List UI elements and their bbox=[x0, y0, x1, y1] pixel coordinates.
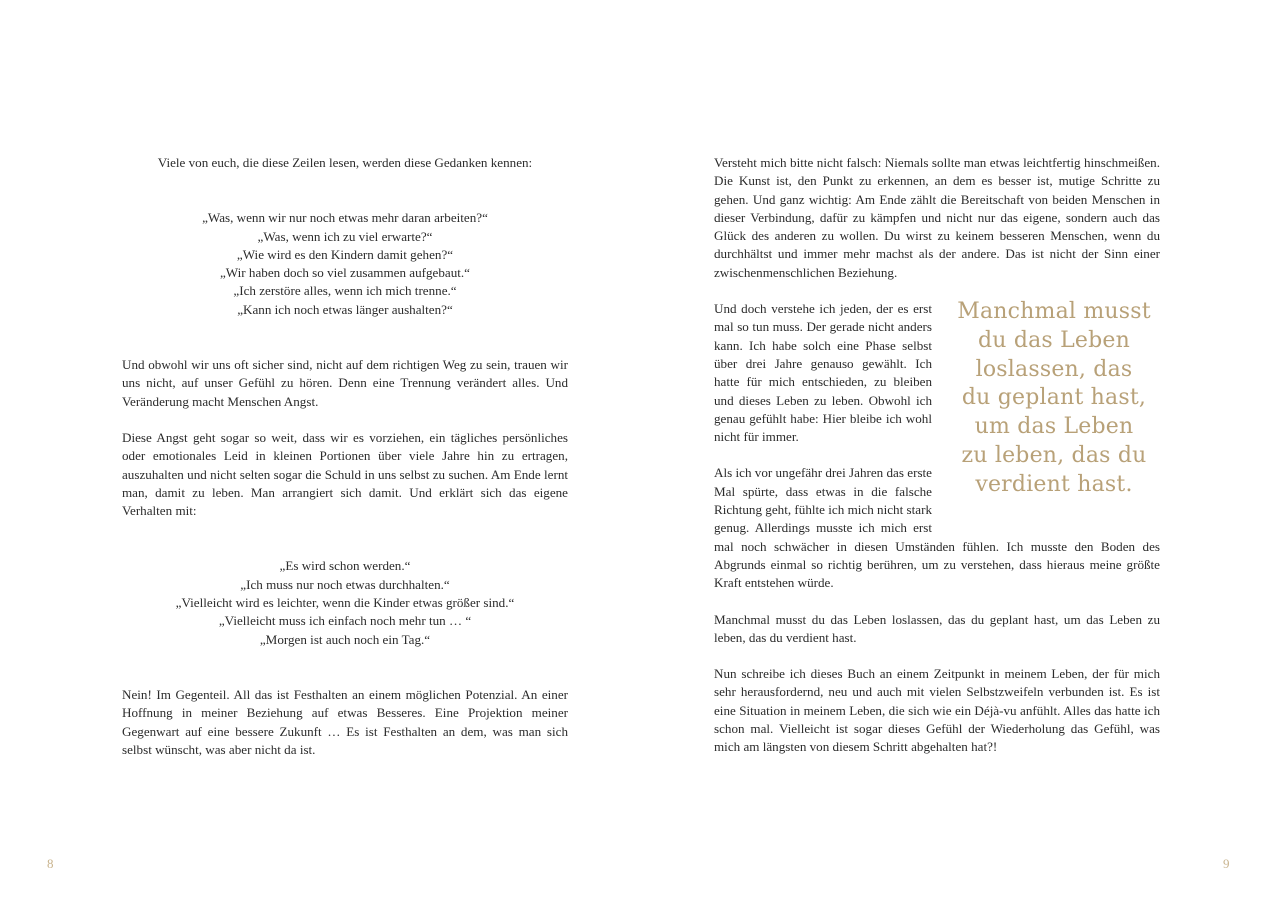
page-number: 8 bbox=[47, 856, 54, 871]
page-number: 9 bbox=[1223, 856, 1230, 871]
paragraph: Nein! Im Gegenteil. All das ist Festhalten an einem möglichen Potenzial. An einer Hoffnung in meiner Beziehung auf etwas Besseres. Eine Projektion meiner Gegenwart auf eine bessere Zukunft … Es ist Festhalten an dem, was man sich selbst wünscht, was aber nicht da ist. bbox=[122, 686, 568, 757]
quote-line: „Kann ich noch etwas länger aushalten?“ bbox=[237, 301, 453, 317]
paragraph: Manchmal musst du das Leben loslassen, das du geplant hast, um das Leben zu leben, das du verdient hast. bbox=[714, 611, 1160, 645]
quote-line: „Was, wenn ich zu viel erwarte?“ bbox=[257, 228, 433, 244]
right-page bbox=[640, 0, 1280, 910]
quote-line: „Wir haben doch so viel zusammen aufgebaut.“ bbox=[220, 265, 470, 281]
left-text-column bbox=[122, 154, 568, 759]
pull-quote-line: du geplant hast, bbox=[961, 385, 1147, 411]
quote-line: „Es wird schon werden.“ bbox=[279, 558, 411, 574]
quote-line: „Ich muss nur noch etwas durchhalten.“ bbox=[240, 576, 450, 592]
quote-line: „Wie wird es den Kindern damit gehen?“ bbox=[236, 246, 454, 262]
quote-line: „Vielleicht muss ich einfach noch mehr tun … “ bbox=[218, 613, 472, 629]
pull-quote-line: du das Leben bbox=[977, 327, 1131, 353]
paragraph: Versteht mich bitte nicht falsch: Niemals sollte man etwas leichtfertig hinschmeißen. Die Kunst ist, den Punkt zu erkennen, an dem es besser ist, mutige Schritte zu gehen. Und ganz wichtig: Am Ende zählt die Bereitschaft von beiden Menschen in dieser Verbindung, dafür zu kämpfen und nicht nur das eigene, sondern auch das Glück des anderen zu wollen. Du wirst zu keinem besseren Menschen, wenn du durchhältst und immer mehr machst als der andere. Das ist nicht der Sinn einer zwischenmenschlichen Beziehung. bbox=[714, 155, 1160, 280]
pull-quote-line: zu leben, das du bbox=[961, 443, 1147, 469]
paragraph: Nun schreibe ich dieses Buch an einem Zeitpunkt in meinem Leben, der für mich sehr herausfordernd, neu und auch mit vielen Selbstzweifeln verbunden ist. Es ist eine Situation in meinem Leben, die sich wie ein Déjà-vu anfühlt. Alles das hatte ich schon mal. Vielleicht ist sogar dieses Gefühl der Wiederholung das Gefühl, was mich am längsten von diesem Schritt abgehalten hat?! bbox=[714, 666, 1160, 755]
right-text-column bbox=[714, 154, 1160, 757]
intro-line: Viele von euch, die diese Zeilen lesen, werden diese Gedanken kennen: bbox=[157, 155, 533, 170]
quote-list-2 bbox=[122, 557, 568, 648]
paragraph: Als ich vor ungefähr drei Jahren das erste Mal spürte, dass etwas in die falsche Richtung geht, fühlte ich mich nicht stark genug. Allerdings musste ich mich erst mal noch schwächer in diesen Umständen fühlen. Ich musste den Boden des Abgrunds einmal so richtig berühren, um zu verstehen, dass hieraus meine größte Kraft entstehen würde. bbox=[714, 465, 1160, 591]
quote-list-1 bbox=[122, 209, 568, 319]
quote-line: „Was, wenn wir nur noch etwas mehr daran arbeiten?“ bbox=[202, 210, 488, 226]
paragraph: Und obwohl wir uns oft sicher sind, nicht auf dem richtigen Weg zu sein, trauen wir uns nicht, auf unser Gefühl zu hören. Denn eine Trennung verändert alles. Und Veränderung macht Menschen Angst. bbox=[122, 357, 568, 409]
pull-quote-line: verdient hast. bbox=[975, 471, 1133, 497]
quote-line: „Morgen ist auch noch ein Tag.“ bbox=[259, 631, 431, 647]
quote-line: „Ich zerstöre alles, wenn ich mich trenne.“ bbox=[233, 283, 457, 299]
quote-line: „Vielleicht wird es leichter, wenn die Kinder etwas größer sind.“ bbox=[175, 595, 515, 611]
pull-quote-line: Manchmal musst bbox=[957, 299, 1151, 325]
pull-quote bbox=[948, 298, 1160, 528]
pull-quote-line: loslassen, das bbox=[975, 356, 1133, 382]
pull-quote-line: um das Leben bbox=[974, 414, 1134, 440]
paragraph: Und doch verstehe ich jeden, der es erst mal so tun muss. Der gerade nicht anders kann. Ich habe solch eine Phase selbst über drei Jahre genauso gewählt. Ich hatte für mich entschieden, zu bleiben und dieses Leben zu leben. Obwohl ich genau gefühlt habe: Hier bleibe ich wohl nicht für immer. bbox=[714, 301, 932, 445]
paragraph: Diese Angst geht sogar so weit, dass wir es vorziehen, ein tägliches persönliches oder emotionales Leid in kleinen Portionen über viele Jahre hin zu ertragen, auszuhalten und nicht selten sogar die Schuld in uns selbst zu suchen. Am Ende lernt man, damit zu leben. Man arrangiert sich damit. Und erklärt sich das eigene Verhalten mit: bbox=[122, 429, 568, 519]
pull-quote-section bbox=[714, 300, 1160, 592]
